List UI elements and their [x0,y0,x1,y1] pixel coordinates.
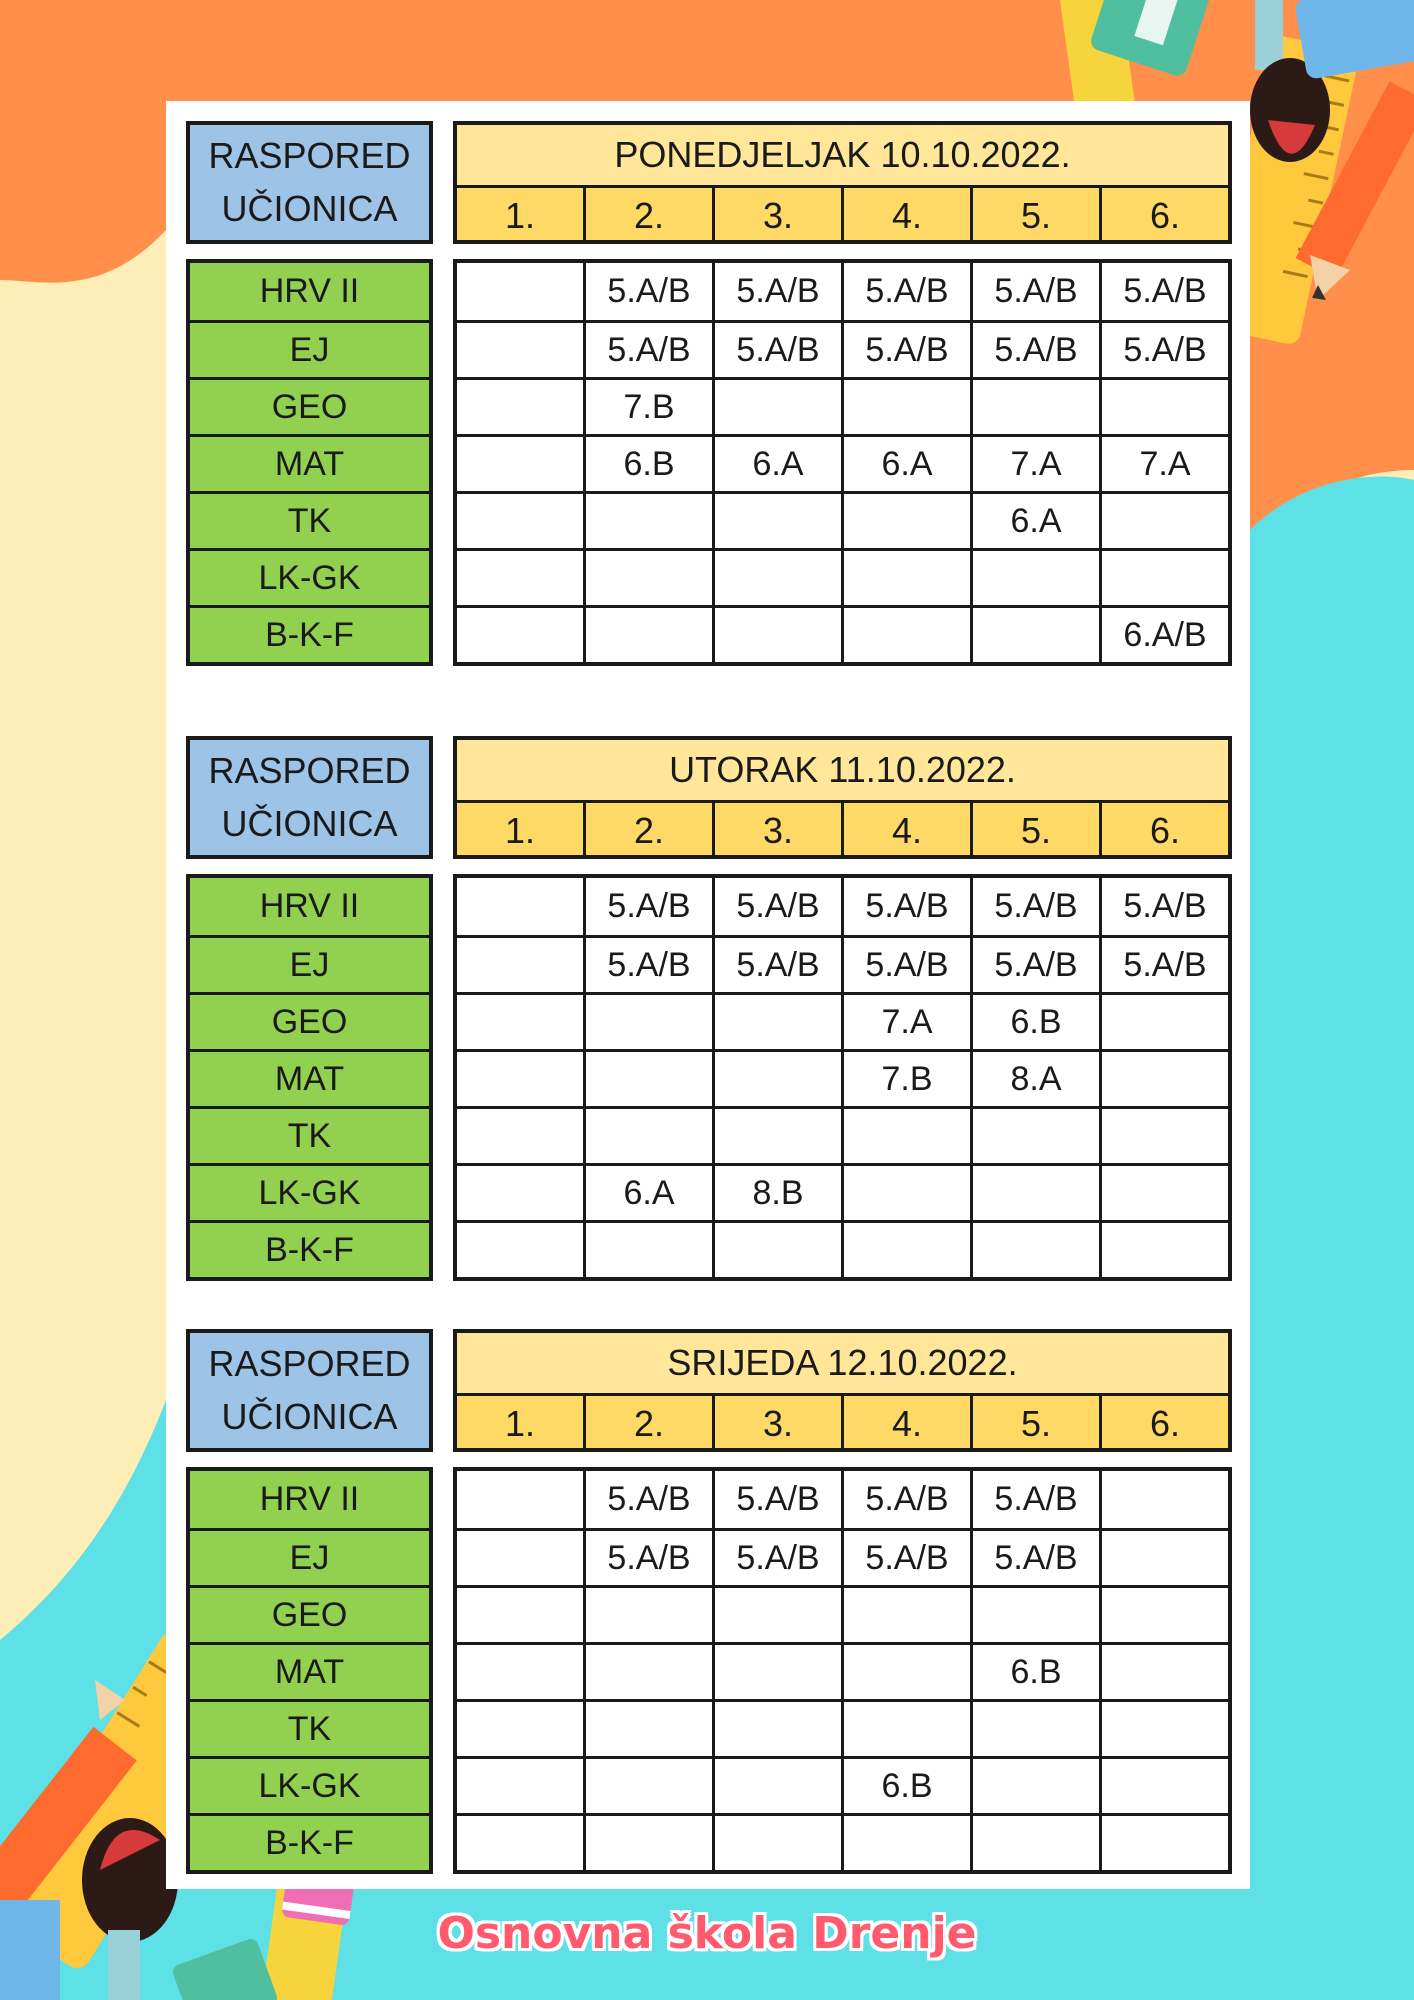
table-cell [457,1166,583,1220]
table-cell: 6.A [841,437,970,491]
table-cell: 5.A/B [583,1471,712,1528]
table-cell [583,1645,712,1699]
table-row [457,548,1228,605]
schedule-label [186,1329,433,1452]
table-cell: 5.A/B [583,938,712,992]
table-cell [583,551,712,605]
table-cell: 5.A/B [841,323,970,377]
subject-label: MAT [190,1049,429,1106]
table-row [457,434,1228,491]
table-cell [712,1816,841,1870]
table-cell [712,380,841,434]
table-row [457,1585,1228,1642]
table-cell: 5.A/B [712,878,841,935]
table-cell [970,1166,1099,1220]
subject-column [186,259,433,666]
table-cell [712,1759,841,1813]
table-cell: 5.A/B [841,938,970,992]
table-cell [457,1759,583,1813]
table-cell [970,1759,1099,1813]
subject-label: TK [190,1106,429,1163]
subject-label: B-K-F [190,1220,429,1277]
period-number: 3. [712,803,841,858]
table-cell [841,1166,970,1220]
day-header [453,736,1232,859]
table-cell [583,1588,712,1642]
table-cell [457,1816,583,1870]
table-row [457,491,1228,548]
label-line-2: UČIONICA [221,802,398,844]
table-cell: 5.A/B [841,1471,970,1528]
subject-label: GEO [190,1585,429,1642]
period-number: 1. [504,194,536,236]
label-line-2: UČIONICA [221,187,398,229]
table-cell: 8.B [712,1166,841,1220]
table-row [457,320,1228,377]
table-cell [712,551,841,605]
table-cell: 5.A/B [583,263,712,320]
table-cell: 6.B [841,1759,970,1813]
subject-label: MAT [190,434,429,491]
table-cell: 5.A/B [970,878,1099,935]
schedule-grid [453,259,1232,666]
table-cell [1099,551,1228,605]
label-line-1: RASPORED [208,750,411,792]
table-cell: 5.A/B [970,263,1099,320]
table-cell [457,494,583,548]
table-cell [712,1109,841,1163]
table-cell [712,1223,841,1277]
table-cell [970,1588,1099,1642]
table-cell [841,380,970,434]
period-number: 3. [712,1396,841,1451]
label-line-1: RASPORED [208,135,411,177]
table-cell [841,1588,970,1642]
table-cell: 5.A/B [583,878,712,935]
table-cell: 5.A/B [712,323,841,377]
table-cell [457,551,583,605]
table-cell [1099,494,1228,548]
table-cell: 7.A [970,437,1099,491]
table-cell [583,1052,712,1106]
subject-label: GEO [190,377,429,434]
table-cell [1099,1816,1228,1870]
table-cell: 5.A/B [712,938,841,992]
table-cell: 5.A/B [1099,878,1228,935]
table-cell: 5.A/B [583,1531,712,1585]
table-cell [457,938,583,992]
table-cell [1099,1759,1228,1813]
table-row [457,377,1228,434]
period-row [457,188,1228,243]
table-cell: 7.A [1099,437,1228,491]
table-row [457,1163,1228,1220]
table-cell [970,1223,1099,1277]
table-cell [970,1816,1099,1870]
table-cell [841,1109,970,1163]
table-cell [457,1109,583,1163]
table-cell [712,1052,841,1106]
table-cell [457,608,583,662]
table-row [457,1528,1228,1585]
table-cell: 5.A/B [841,263,970,320]
subject-label: GEO [190,992,429,1049]
table-row [457,263,1228,320]
table-cell [1099,1702,1228,1756]
subject-label: HRV II [259,887,360,925]
table-cell: 5.A/B [1099,323,1228,377]
day-title: PONEDJELJAK 10.10.2022. [457,125,1228,188]
table-cell: 5.A/B [712,1471,841,1528]
period-number: 5. [970,188,1099,243]
period-number: 3. [712,188,841,243]
table-cell: 5.A/B [712,1531,841,1585]
table-cell [841,1702,970,1756]
table-cell: 5.A/B [841,1531,970,1585]
table-cell [583,1759,712,1813]
table-cell [457,437,583,491]
table-cell [457,878,583,935]
table-cell [1099,1645,1228,1699]
table-row [457,1106,1228,1163]
period-number: 6. [1099,188,1228,243]
table-cell [712,608,841,662]
table-cell [1099,1109,1228,1163]
period-number: 4. [841,188,970,243]
table-cell [841,608,970,662]
subject-column [186,1467,433,1874]
table-cell [841,1816,970,1870]
table-cell [841,551,970,605]
subject-label: EJ [190,1528,429,1585]
period-number: 6. [1099,803,1228,858]
period-number: 1. [504,809,536,851]
table-cell [1099,995,1228,1049]
period-number: 1. [504,1402,536,1444]
table-cell [1099,1166,1228,1220]
table-cell [712,995,841,1049]
table-cell [970,1109,1099,1163]
subject-label: B-K-F [190,1813,429,1870]
subject-label: HRV II [259,272,360,310]
table-cell [970,380,1099,434]
schedule-grid [453,874,1232,1281]
table-row [457,1699,1228,1756]
table-cell: 5.A/B [970,1471,1099,1528]
table-cell [583,608,712,662]
label-line-2: UČIONICA [221,1395,398,1437]
subject-label: LK-GK [190,1163,429,1220]
table-cell [457,380,583,434]
table-cell [841,1645,970,1699]
table-cell [1099,1471,1228,1528]
table-cell [583,1816,712,1870]
schedule-label [186,736,433,859]
period-number: 4. [841,1396,970,1451]
subject-label: EJ [190,935,429,992]
table-cell [457,995,583,1049]
subject-label: TK [190,491,429,548]
day-header [453,1329,1232,1452]
table-cell: 5.A/B [583,323,712,377]
table-cell: 6.A [583,1166,712,1220]
table-row [457,605,1228,662]
period-row [457,1396,1228,1451]
table-cell: 5.A/B [970,1531,1099,1585]
table-cell [583,1223,712,1277]
period-number: 4. [841,803,970,858]
table-cell [1099,1223,1228,1277]
table-cell: 6.B [583,437,712,491]
table-row [457,878,1228,935]
period-number: 5. [970,803,1099,858]
table-row [457,1220,1228,1277]
table-cell [841,1223,970,1277]
table-cell: 5.A/B [1099,938,1228,992]
day-header [453,121,1232,244]
table-cell: 7.B [583,380,712,434]
table-cell: 5.A/B [970,938,1099,992]
table-cell [457,1645,583,1699]
table-cell [457,1223,583,1277]
table-cell: 5.A/B [841,878,970,935]
table-cell: 6.A [712,437,841,491]
table-cell: 6.A/B [1099,608,1228,662]
table-cell [970,551,1099,605]
period-number: 5. [970,1396,1099,1451]
table-cell [457,1052,583,1106]
day-title: UTORAK 11.10.2022. [457,740,1228,803]
table-cell: 5.A/B [970,323,1099,377]
table-cell: 8.A [970,1052,1099,1106]
table-cell [712,494,841,548]
subject-label: MAT [190,1642,429,1699]
subject-label: LK-GK [190,548,429,605]
table-row [457,992,1228,1049]
table-cell [970,1702,1099,1756]
table-cell [583,1109,712,1163]
table-cell [712,1588,841,1642]
period-row [457,803,1228,858]
table-cell: 7.A [841,995,970,1049]
period-number: 2. [583,188,712,243]
table-row [457,1642,1228,1699]
table-cell [583,1702,712,1756]
day-title: SRIJEDA 12.10.2022. [457,1333,1228,1396]
table-cell [583,494,712,548]
table-cell: 7.B [841,1052,970,1106]
schedule-grid [453,1467,1232,1874]
table-cell [1099,380,1228,434]
table-row [457,1471,1228,1528]
table-cell [1099,1052,1228,1106]
table-cell [841,494,970,548]
table-cell [1099,1531,1228,1585]
table-cell [457,1588,583,1642]
school-name: Osnovna škola Drenje [437,1908,977,1959]
subject-label: EJ [190,320,429,377]
table-row [457,935,1228,992]
table-cell [457,323,583,377]
table-row [457,1756,1228,1813]
subject-label: LK-GK [190,1756,429,1813]
table-cell: 6.B [970,995,1099,1049]
schedule-label [186,121,433,244]
table-cell [457,1531,583,1585]
subject-label: B-K-F [190,605,429,662]
table-cell [457,1471,583,1528]
table-cell [712,1702,841,1756]
period-number: 6. [1099,1396,1228,1451]
table-cell [712,1645,841,1699]
period-number: 2. [583,803,712,858]
table-cell [457,263,583,320]
label-line-1: RASPORED [208,1343,411,1385]
table-cell: 5.A/B [1099,263,1228,320]
table-cell [970,608,1099,662]
table-cell [583,995,712,1049]
table-cell: 5.A/B [712,263,841,320]
table-row [457,1049,1228,1106]
table-cell: 6.B [970,1645,1099,1699]
subject-label: TK [190,1699,429,1756]
subject-label: HRV II [259,1480,360,1518]
subject-column [186,874,433,1281]
table-row [457,1813,1228,1870]
period-number: 2. [583,1396,712,1451]
table-cell: 6.A [970,494,1099,548]
table-cell [457,1702,583,1756]
table-cell [1099,1588,1228,1642]
